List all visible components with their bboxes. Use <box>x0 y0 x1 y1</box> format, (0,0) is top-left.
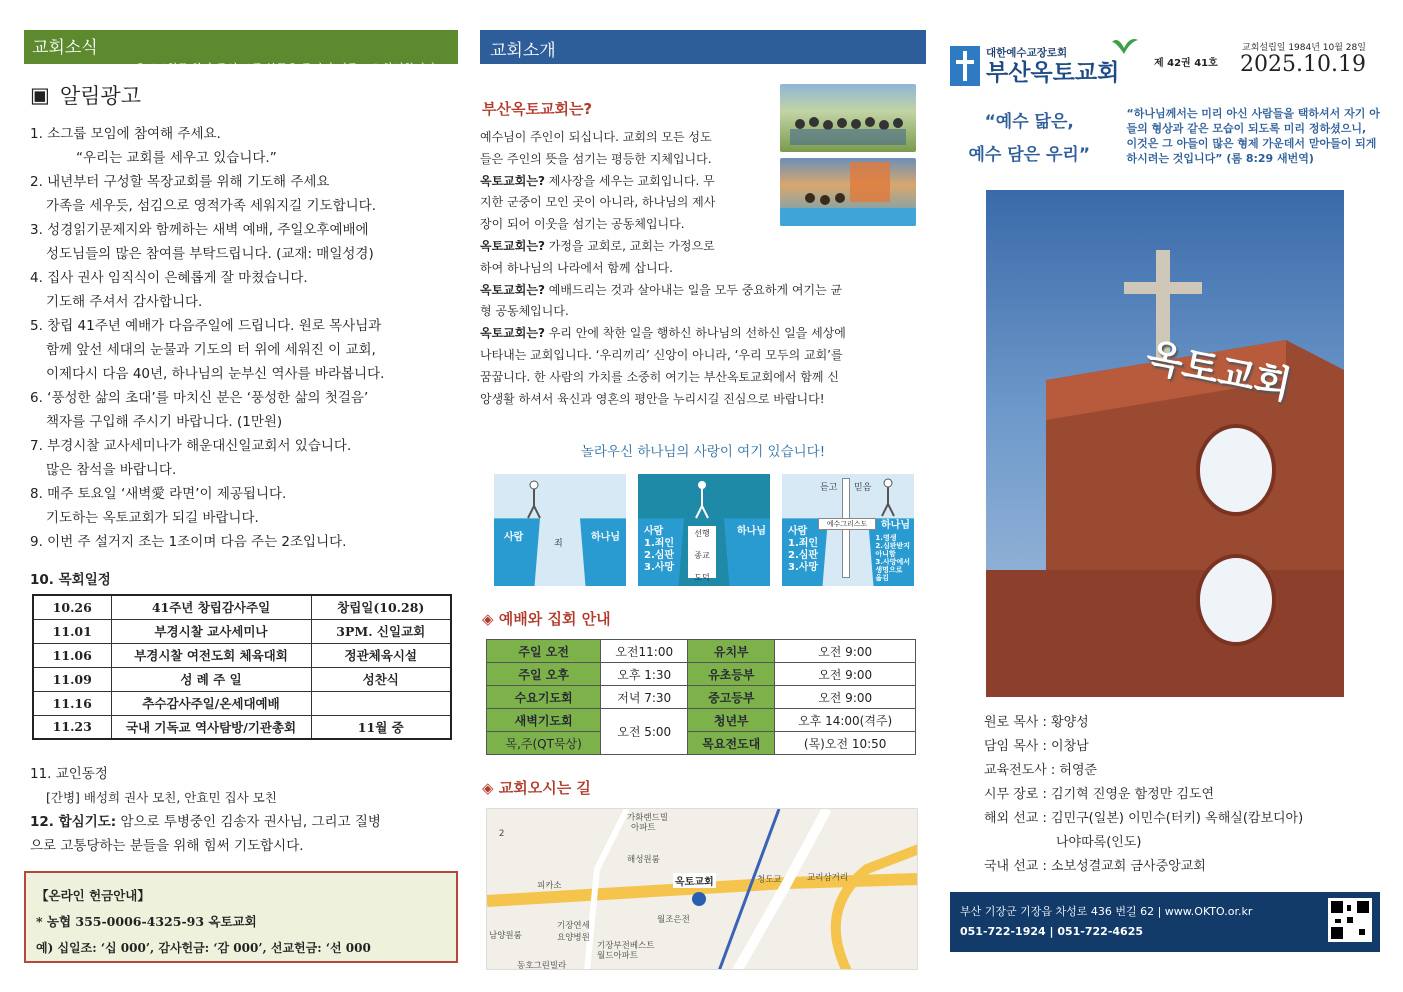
notice-item: 6. ‘풍성한 삶의 초대’를 마치신 분은 ‘풍성한 삶의 첫걸음’ <box>30 390 369 406</box>
map-label: 2 <box>499 829 505 840</box>
notice-item: 3. 성경읽기문제지와 함께하는 새벽 예배, 주일오후예배에 <box>30 222 369 238</box>
notice-item: “우리는 교회를 세우고 있습니다.” <box>76 150 277 166</box>
intro-line <box>480 345 926 367</box>
news-column <box>24 30 458 955</box>
worship-cell: 오후 1:30 <box>601 663 688 686</box>
slogan <box>950 106 1108 172</box>
logo-text <box>986 45 1119 86</box>
worship-cell: 목요전도대 <box>688 732 775 755</box>
notice-item: 책자를 구입해 주시기 바랍니다. (1만원) <box>46 414 283 430</box>
intro-text-part: 제사장을 세우는 교회입니다. 무 <box>544 173 715 188</box>
intro-line <box>480 258 768 280</box>
donation-box <box>24 871 458 963</box>
photo-group <box>780 84 916 234</box>
schedule-row <box>33 643 451 667</box>
staff-line: 교육전도사 : 허영준 <box>984 763 1098 778</box>
person-icon <box>878 478 898 518</box>
issue-date: 2025.10.19 <box>1240 52 1366 77</box>
schedule-row <box>33 619 451 643</box>
volume-number: 제 42권 41호 <box>1154 58 1218 69</box>
staff-line: 해외 선교 : 김민구(일본) 이민수(터키) 옥해실(캄보디아) <box>984 811 1304 826</box>
map-label: 요양병원 <box>557 933 590 944</box>
worship-row <box>487 663 916 686</box>
panel1-person-label: 사람 <box>504 532 524 544</box>
staff-line: 원로 목사 : 황양성 <box>984 715 1089 730</box>
map-label: 교리삼거리 <box>807 873 849 884</box>
worship-cell: 오전 9:00 <box>775 686 916 709</box>
donation-example: 예) 십일조: ‘십 000’, 감사헌금: ‘감 000’, 선교헌금: ‘선 000 <box>36 941 371 955</box>
church-building-art <box>986 190 1344 697</box>
intro-keyword: 옥토교회는? <box>480 326 545 341</box>
map-label: 아파트 <box>631 823 656 834</box>
notice-item: 함께 앞선 세대의 눈물과 기도의 터 위에 세워진 이 교회, <box>46 342 376 358</box>
square-icon: ▣ <box>30 83 50 107</box>
gospel-title: 놀라우신 하나님의 사랑이 여기 있습니다! <box>580 444 826 461</box>
worship-cell: 주일 오전 <box>487 640 601 663</box>
group-photo <box>780 84 916 152</box>
panel3-person-label: 사람 1.죄인 2.심판 3.사망 <box>788 526 819 574</box>
worship-cell: 주일 오후 <box>487 663 601 686</box>
cliff-left <box>494 518 540 586</box>
notice-item: 기도해 주셔서 감사합니다. <box>46 294 203 310</box>
motto-row <box>950 106 1380 172</box>
person-icon <box>524 480 544 520</box>
staff-list <box>984 711 1380 879</box>
panel1-sin-label: 죄 <box>554 539 563 550</box>
panel2-god-label: 하나님 <box>737 526 766 538</box>
schedule-table <box>32 594 452 740</box>
group-photo-art <box>780 84 916 152</box>
intro-line <box>480 192 768 214</box>
location-map <box>486 808 918 970</box>
worship-cell: 목,주(QT묵상) <box>487 732 601 755</box>
intro-line <box>480 280 926 302</box>
intro-title: 부산옥토교회는? <box>482 100 593 118</box>
schedule-cell: 11.23 <box>33 715 111 739</box>
notice-item: 9. 이번 주 설거지 조는 1조이며 다음 주는 2조입니다. <box>30 534 347 550</box>
notice-item: 많은 참석을 바랍니다. <box>46 462 177 478</box>
schedule-cell: 11.01 <box>33 619 111 643</box>
intro-text-part: 앙생활 하셔서 육신과 영혼의 평안을 누리시길 진심으로 바랍니다! <box>480 391 825 406</box>
schedule-cell: 부경시찰 여전도회 체육대회 <box>111 643 311 667</box>
schedule-cell: 10.26 <box>33 595 111 619</box>
worship-cell: 유치부 <box>688 640 775 663</box>
worship-table <box>486 639 916 755</box>
notice-item: 4. 집사 권사 임직식이 은혜롭게 잘 마쳤습니다. <box>30 270 308 286</box>
intro-text-part: 나타내는 교회입니다. ‘우리끼리’ 신앙이 아니라, ‘우리 모두의 교회’를 <box>480 347 843 362</box>
intro-text-part: 장이 되어 이웃을 섬기는 공동체입니다. <box>480 217 685 232</box>
panel3-result-list: 1.영생 2.심판받지 아니함 3.사망에서 생명으로 옮김 <box>875 534 910 583</box>
cover-column <box>950 36 1380 938</box>
map-label: 남양원룸 <box>489 931 522 942</box>
schedule-cell: 국내 기독교 역사탐방/기관총회 <box>111 715 311 739</box>
intro-text-part: 가정을 교회로, 교회는 가정으로 <box>544 238 715 253</box>
map-label: 피카소 <box>537 881 562 892</box>
bible-quote: “하나님께서는 미리 아신 사람들을 택하셔서 자기 아들의 형상과 같은 모습이 되도록 미리 정하셨으니, 이것은 그 아들이 많은 형제 가운데서 맏아들이 되게 하시려는 것입니다” (롬 8:29 새번역) <box>1126 107 1380 165</box>
denomination: 대한예수교장로회 <box>986 47 1068 59</box>
schedule-cell: 추수감사주일/온세대예배 <box>111 691 311 715</box>
members-section <box>24 762 458 858</box>
leaf-icon <box>1112 36 1138 54</box>
intro-text-part: 들은 주인의 뜻을 섬기는 평등한 지체입니다. <box>480 151 712 166</box>
staff-line: 나야따록(인도) <box>1056 835 1142 850</box>
prayer-label: 12. 합심기도: <box>30 814 117 830</box>
worship-row <box>487 686 916 709</box>
schedule-cell: 정관체육시설 <box>311 643 451 667</box>
map-label: 동호그린빌라 <box>517 961 567 971</box>
person-icon <box>692 480 712 520</box>
panel3-cross-label: 예수그리스도 <box>818 518 876 530</box>
schedule-cell: 성 례 주 일 <box>111 667 311 691</box>
church-logo <box>950 36 1380 86</box>
worship-cell: 중고등부 <box>688 686 775 709</box>
intro-text-part: 하여 하나님의 나라에서 함께 삽니다. <box>480 260 673 275</box>
cliff-right <box>580 518 626 586</box>
gospel-panel-works <box>638 474 770 586</box>
schedule-row <box>33 595 451 619</box>
map-label: 기장연세 <box>557 921 590 932</box>
intro-line <box>480 214 768 236</box>
staff-line: 국내 선교 : 소보성결교회 금사중앙교회 <box>984 859 1206 874</box>
worship-cell: 오후 14:00(격주) <box>775 709 916 732</box>
church-sign: 옥토교회 <box>1142 334 1296 408</box>
schedule-row <box>33 691 451 715</box>
notice-title <box>30 80 458 110</box>
panel3-god-label: 하나님 <box>881 520 910 532</box>
worship-cell: 오전 5:00 <box>601 709 688 755</box>
intro-line <box>480 389 926 411</box>
intro-text-part: 꿈꿉니다. 한 사람의 가치를 소중히 여기는 부산옥토교회에서 함께 신 <box>480 369 839 384</box>
notice-item: 1. 소그룹 모임에 참여해 주세요. <box>30 126 221 142</box>
donation-account: * 농협 355-0006-4325-93 옥토교회 <box>36 914 257 929</box>
schedule-cell: 11월 중 <box>311 715 451 739</box>
intro-text-part: 지한 군중이 모인 곳이 아니라, 하나님의 제사 <box>480 195 716 210</box>
panel2-works-label: 선행 종교 도덕 <box>688 526 716 578</box>
intro-keyword: 옥토교회는? <box>480 282 545 297</box>
intro-line <box>480 323 926 345</box>
intro-line <box>480 171 768 193</box>
notice-item: 성도님들의 많은 참여를 부탁드립니다. (교재: 매일성경) <box>46 246 374 262</box>
news-header-title: 교회소식 <box>32 38 98 58</box>
notice-item: 2. 내년부터 구성할 목장교회를 위해 기도해 주세요 <box>30 174 330 190</box>
worship-cell: (목)오전 10:50 <box>775 732 916 755</box>
map-label: 기장부전베스트 <box>597 941 655 952</box>
worship-cell: 청년부 <box>688 709 775 732</box>
donation-title: 【온라인 헌금안내】 <box>36 888 150 903</box>
footer-phones: 051-722-1924 | 051-722-4625 <box>960 925 1144 938</box>
map-label: 월조은전 <box>657 915 690 926</box>
intro-text-part: 우리 안에 착한 일을 행하신 하나님의 선하신 일을 세상에 <box>544 326 846 341</box>
news-header <box>24 30 458 75</box>
gospel-panel-sin <box>494 474 626 586</box>
map-label: 월드아파트 <box>597 951 639 962</box>
schedule-cell: 성찬식 <box>311 667 451 691</box>
intro-text-part: 예수님이 주인이 되십니다. 교회의 모든 성도 <box>480 130 712 144</box>
church-photo <box>986 190 1344 697</box>
panel1-god-label: 하나님 <box>591 532 620 544</box>
worship-cell: 오전 9:00 <box>775 663 916 686</box>
worship-cell: 저녁 7:30 <box>601 686 688 709</box>
schedule-row <box>33 715 451 739</box>
panel2-person-label: 사람 1.죄인 2.심판 3.사망 <box>644 526 675 574</box>
prayer-text1: 암으로 투병중인 김송자 권사님, 그리고 질병 <box>116 814 381 830</box>
worship-cell: 오전11:00 <box>601 640 688 663</box>
notice-item: 7. 부경시찰 교사세미나가 해운대신일교회서 있습니다. <box>30 438 352 454</box>
intro-header: 교회소개 <box>480 30 926 64</box>
worship-cell: 유초등부 <box>688 663 775 686</box>
gospel-panel-cross <box>782 474 914 586</box>
worship-cell: 오전 9:00 <box>775 640 916 663</box>
members-text: [간병] 배성희 권사 모친, 안효민 집사 모친 <box>46 790 277 805</box>
intro-line <box>480 236 768 258</box>
map-title: ◈ 교회오시는 길 <box>482 779 591 798</box>
pool-photo-art <box>780 158 916 226</box>
worship-cell: 새벽기도회 <box>487 709 601 732</box>
intro-line <box>480 301 926 323</box>
worship-row <box>487 709 916 732</box>
map-label: 청도교 <box>757 875 782 886</box>
intro-keyword: 옥토교회는? <box>480 238 545 253</box>
intro-text-part: 형 공동체입니다. <box>480 304 569 319</box>
footer-address: 부산 기장군 기장읍 차성로 436 번길 62 | www.OKTO.or.kr <box>960 905 1253 918</box>
notice-list <box>24 122 458 554</box>
intro-line <box>480 127 768 149</box>
worship-cell: 수요기도회 <box>487 686 601 709</box>
pool-photo <box>780 158 916 226</box>
schedule-cell: 부경시찰 교사세미나 <box>111 619 311 643</box>
panel3-faith-label: 믿음 <box>854 483 872 494</box>
gospel-panels <box>494 474 926 586</box>
notice-item: 5. 창립 41주년 예배가 다음주일에 드립니다. 원로 목사님과 <box>30 318 382 334</box>
notice-item: 8. 매주 토요일 ‘새벽愛 라면’이 제공됩니다. <box>30 486 287 502</box>
worship-row <box>487 640 916 663</box>
staff-line: 담임 목사 : 이창남 <box>984 739 1089 754</box>
notice-item: 기도하는 옥토교회가 되길 바랍니다. <box>46 510 259 526</box>
notice-title-text: 알림광고 <box>59 84 141 108</box>
schedule-cell: 11.16 <box>33 691 111 715</box>
worship-title: ◈ 예배와 집회 안내 <box>482 610 611 629</box>
worship-row <box>487 732 916 755</box>
prayer-line <box>30 810 458 834</box>
qr-code-icon[interactable] <box>1328 898 1372 942</box>
intro-keyword: 옥토교회는? <box>480 173 545 188</box>
footer <box>950 892 1380 952</box>
intro-column <box>480 30 926 970</box>
church-name: 부산옥토교회 <box>986 60 1120 86</box>
schedule-row <box>33 667 451 691</box>
schedule-cell: 11.06 <box>33 643 111 667</box>
schedule-title: 10. 목회일정 <box>30 572 111 588</box>
staff-line: 시무 장로 : 김기혁 진영운 함정만 김도연 <box>984 787 1215 802</box>
schedule-cell: 3PM. 신일교회 <box>311 619 451 643</box>
prayer-text2: 으로 고통당하는 분들을 위해 힘써 기도합시다. <box>30 838 304 854</box>
notice-item: 이제다시 다음 40년, 하나님의 눈부신 역사를 바라봅니다. <box>46 366 385 382</box>
intro-line <box>480 149 768 171</box>
schedule-cell <box>311 691 451 715</box>
schedule-cell: 11.09 <box>33 667 111 691</box>
slogan-line2: 예수 담은 우리” <box>968 145 1090 165</box>
cross-logo-icon <box>950 46 980 86</box>
notice-item: 가족을 세우듯, 섬김으로 영적가족 세워지길 기도합니다. <box>46 198 376 214</box>
members-title: 11. 교인동정 <box>30 766 108 782</box>
qr-pattern <box>1331 901 1369 939</box>
intro-text-part: 예배드리는 것과 살아내는 일을 모두 중요하게 여기는 균 <box>544 282 843 297</box>
schedule-cell: 41주년 창립감사주일 <box>111 595 311 619</box>
welcome-text: ♥옥토교회를 찾아 주신 모든 분들을 주님의 이름으로 환영합니다!♥ <box>125 62 450 75</box>
intro-line <box>480 367 926 389</box>
map-label: 옥토교회 <box>673 873 716 888</box>
slogan-line1: “예수 닮은, <box>984 112 1074 132</box>
map-label: 가화랜드빌 <box>627 813 669 824</box>
schedule-cell: 창립일(10.28) <box>311 595 451 619</box>
founding-date: 교회설립일 1984년 10월 28일 <box>1242 43 1366 53</box>
panel3-hear-label: 듣고 <box>820 483 838 494</box>
map-label: 해성원룸 <box>627 855 660 866</box>
